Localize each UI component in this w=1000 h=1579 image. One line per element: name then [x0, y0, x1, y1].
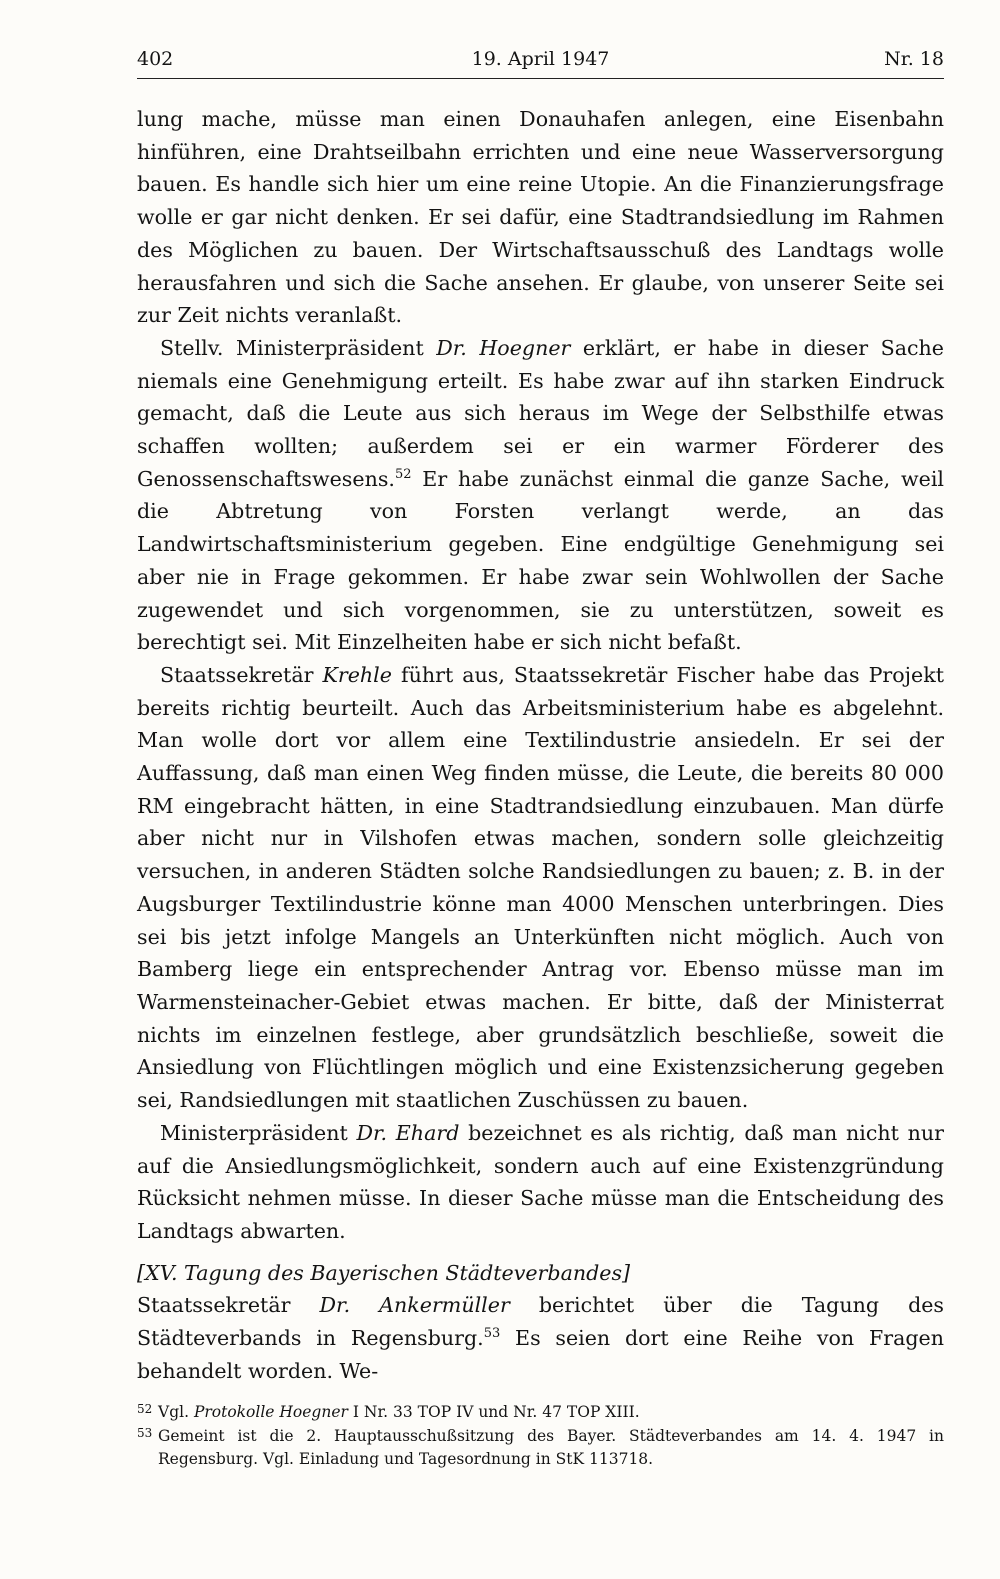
text-run: bezeichnet es als richtig, daß man nicht nur auf die Ansiedlungsmöglichkeit, sondern auch auf eine Existenzgründung Rücksicht nehmen müsse. In dieser Sache müsse man die Entscheidung des Landtags abwarten.	[137, 1120, 944, 1243]
text-run: Staatssekretär	[137, 1293, 320, 1318]
speaker-name: Dr. Ehard	[356, 1120, 460, 1145]
text-run: führt aus, Staatssekretär Fischer habe das Projekt bereits richtig beurteilt. Auch das Arbeitsministerium habe es abgelehnt. Man wolle dort vor allem eine Textilindustrie ansiedeln. Er sei der Auffassung, daß man einen Weg finden müsse, die Leute, die bereits 80 000 RM eingebracht hätten, in eine Stadtrandsiedlung einzubauen. Man dürfe aber nicht nur in Vilshofen etwas machen, sondern solle gleichzeitig versuchen, in anderen Städten solche Randsiedlungen zu bauen; z. B. in der Augsburger Textilindustrie könne man 4000 Menschen unterbringen. Dies sei bis jetzt infolge Mangels an Unterkünften nicht möglich. Auch von Bamberg liege ein entsprechender Antrag vor. Ebenso müsse man im Warmensteinacher-Gebiet etwas machen. Er bitte, daß der Ministerrat nichts im einzelnen festlege, aber grundsätzlich beschließe, soweit die Ansiedlung von Flüchtlingen möglich und eine Existenzsicherung gegeben sei, Randsiedlungen mit staatlichen Zuschüssen zu bauen.	[137, 662, 944, 1113]
footnote-text: I Nr. 33 TOP IV und Nr. 47 TOP XIII.	[347, 1403, 640, 1422]
body-text	[137, 103, 944, 1387]
header-date: 19. April 1947	[471, 48, 610, 70]
footnote-ref: 52	[394, 466, 412, 482]
speaker-name: Dr. Ankermüller	[319, 1293, 510, 1318]
section-heading	[137, 1257, 944, 1290]
footnote-52	[137, 1401, 944, 1424]
text-run: Stellv. Ministerpräsident	[160, 335, 437, 360]
page-number: 402	[137, 48, 174, 70]
page-header	[137, 44, 944, 79]
document-page	[137, 44, 944, 1471]
section-heading-text: [XV. Tagung des Bayerischen Städteverbandes]	[137, 1260, 631, 1285]
footnote-citation: Protokolle Hoegner	[193, 1403, 348, 1422]
text-run: Er habe zunächst einmal die ganze Sache, weil die Abtretung von Forsten verlangt werde, an das Landwirtschaftsministerium gegeben. Eine endgültige Genehmigung sei aber nie in Frage gekommen. Er habe zwar sein Wohlwollen der Sache zugewendet und sich vorgenommen, sie zu unterstützen, soweit es berechtigt sei. Mit Einzelheiten habe er sich nicht befaßt.	[137, 466, 944, 655]
paragraph-hoegner	[137, 332, 944, 659]
text-run: berichtet über die Tagung des Städteverbands in Regensburg.	[137, 1293, 945, 1351]
paragraph-krehle	[137, 659, 944, 1117]
footnotes	[137, 1401, 944, 1471]
footnote-text: Gemeint ist die 2. Hauptausschußsitzung des Bayer. Städteverbandes am 14. 4. 1947 in Regensburg. Vgl. Einladung und Tagesordnung in StK 113718.	[158, 1427, 944, 1469]
paragraph-ehard	[137, 1117, 944, 1248]
footnote-53	[137, 1425, 944, 1471]
footnote-number: 53	[137, 1426, 153, 1441]
text-run: erklärt, er habe in dieser Sache niemals eine Genehmigung erteilt. Es habe zwar auf ihn starken Eindruck gemacht, daß die Leute aus sich heraus im Wege der Selbsthilfe etwas schaffen wollten; außerdem sei er ein warmer Förderer des Genossenschaftswesens.	[137, 335, 944, 491]
footnote-ref: 53	[483, 1326, 501, 1342]
text-run: Ministerpräsident	[160, 1120, 357, 1145]
speaker-name: Dr. Hoegner	[436, 335, 571, 360]
footnote-text: Vgl.	[158, 1403, 194, 1422]
speaker-name: Krehle	[322, 662, 392, 687]
paragraph-ankermueller	[137, 1289, 944, 1387]
footnote-number: 52	[137, 1402, 153, 1417]
paragraph-continuation: lung mache, müsse man einen Donauhafen anlegen, eine Eisenbahn hinführen, eine Drahtseilbahn errichten und eine neue Wasserversorgung bauen. Es handle sich hier um eine reine Utopie. An die Finanzierungsfrage wolle er gar nicht denken. Er sei dafür, eine Stadtrandsiedlung im Rahmen des Möglichen zu bauen. Der Wirtschaftsausschuß des Landtags wolle herausfahren und sich die Sache ansehen. Er glaube, von unserer Seite sei zur Zeit nichts veranlaßt.	[137, 107, 944, 328]
text-run: Staatssekretär	[160, 662, 323, 687]
text-run: Es seien dort eine Reihe von Fragen behandelt worden. We-	[137, 1326, 944, 1383]
issue-number: Nr. 18	[884, 48, 944, 70]
